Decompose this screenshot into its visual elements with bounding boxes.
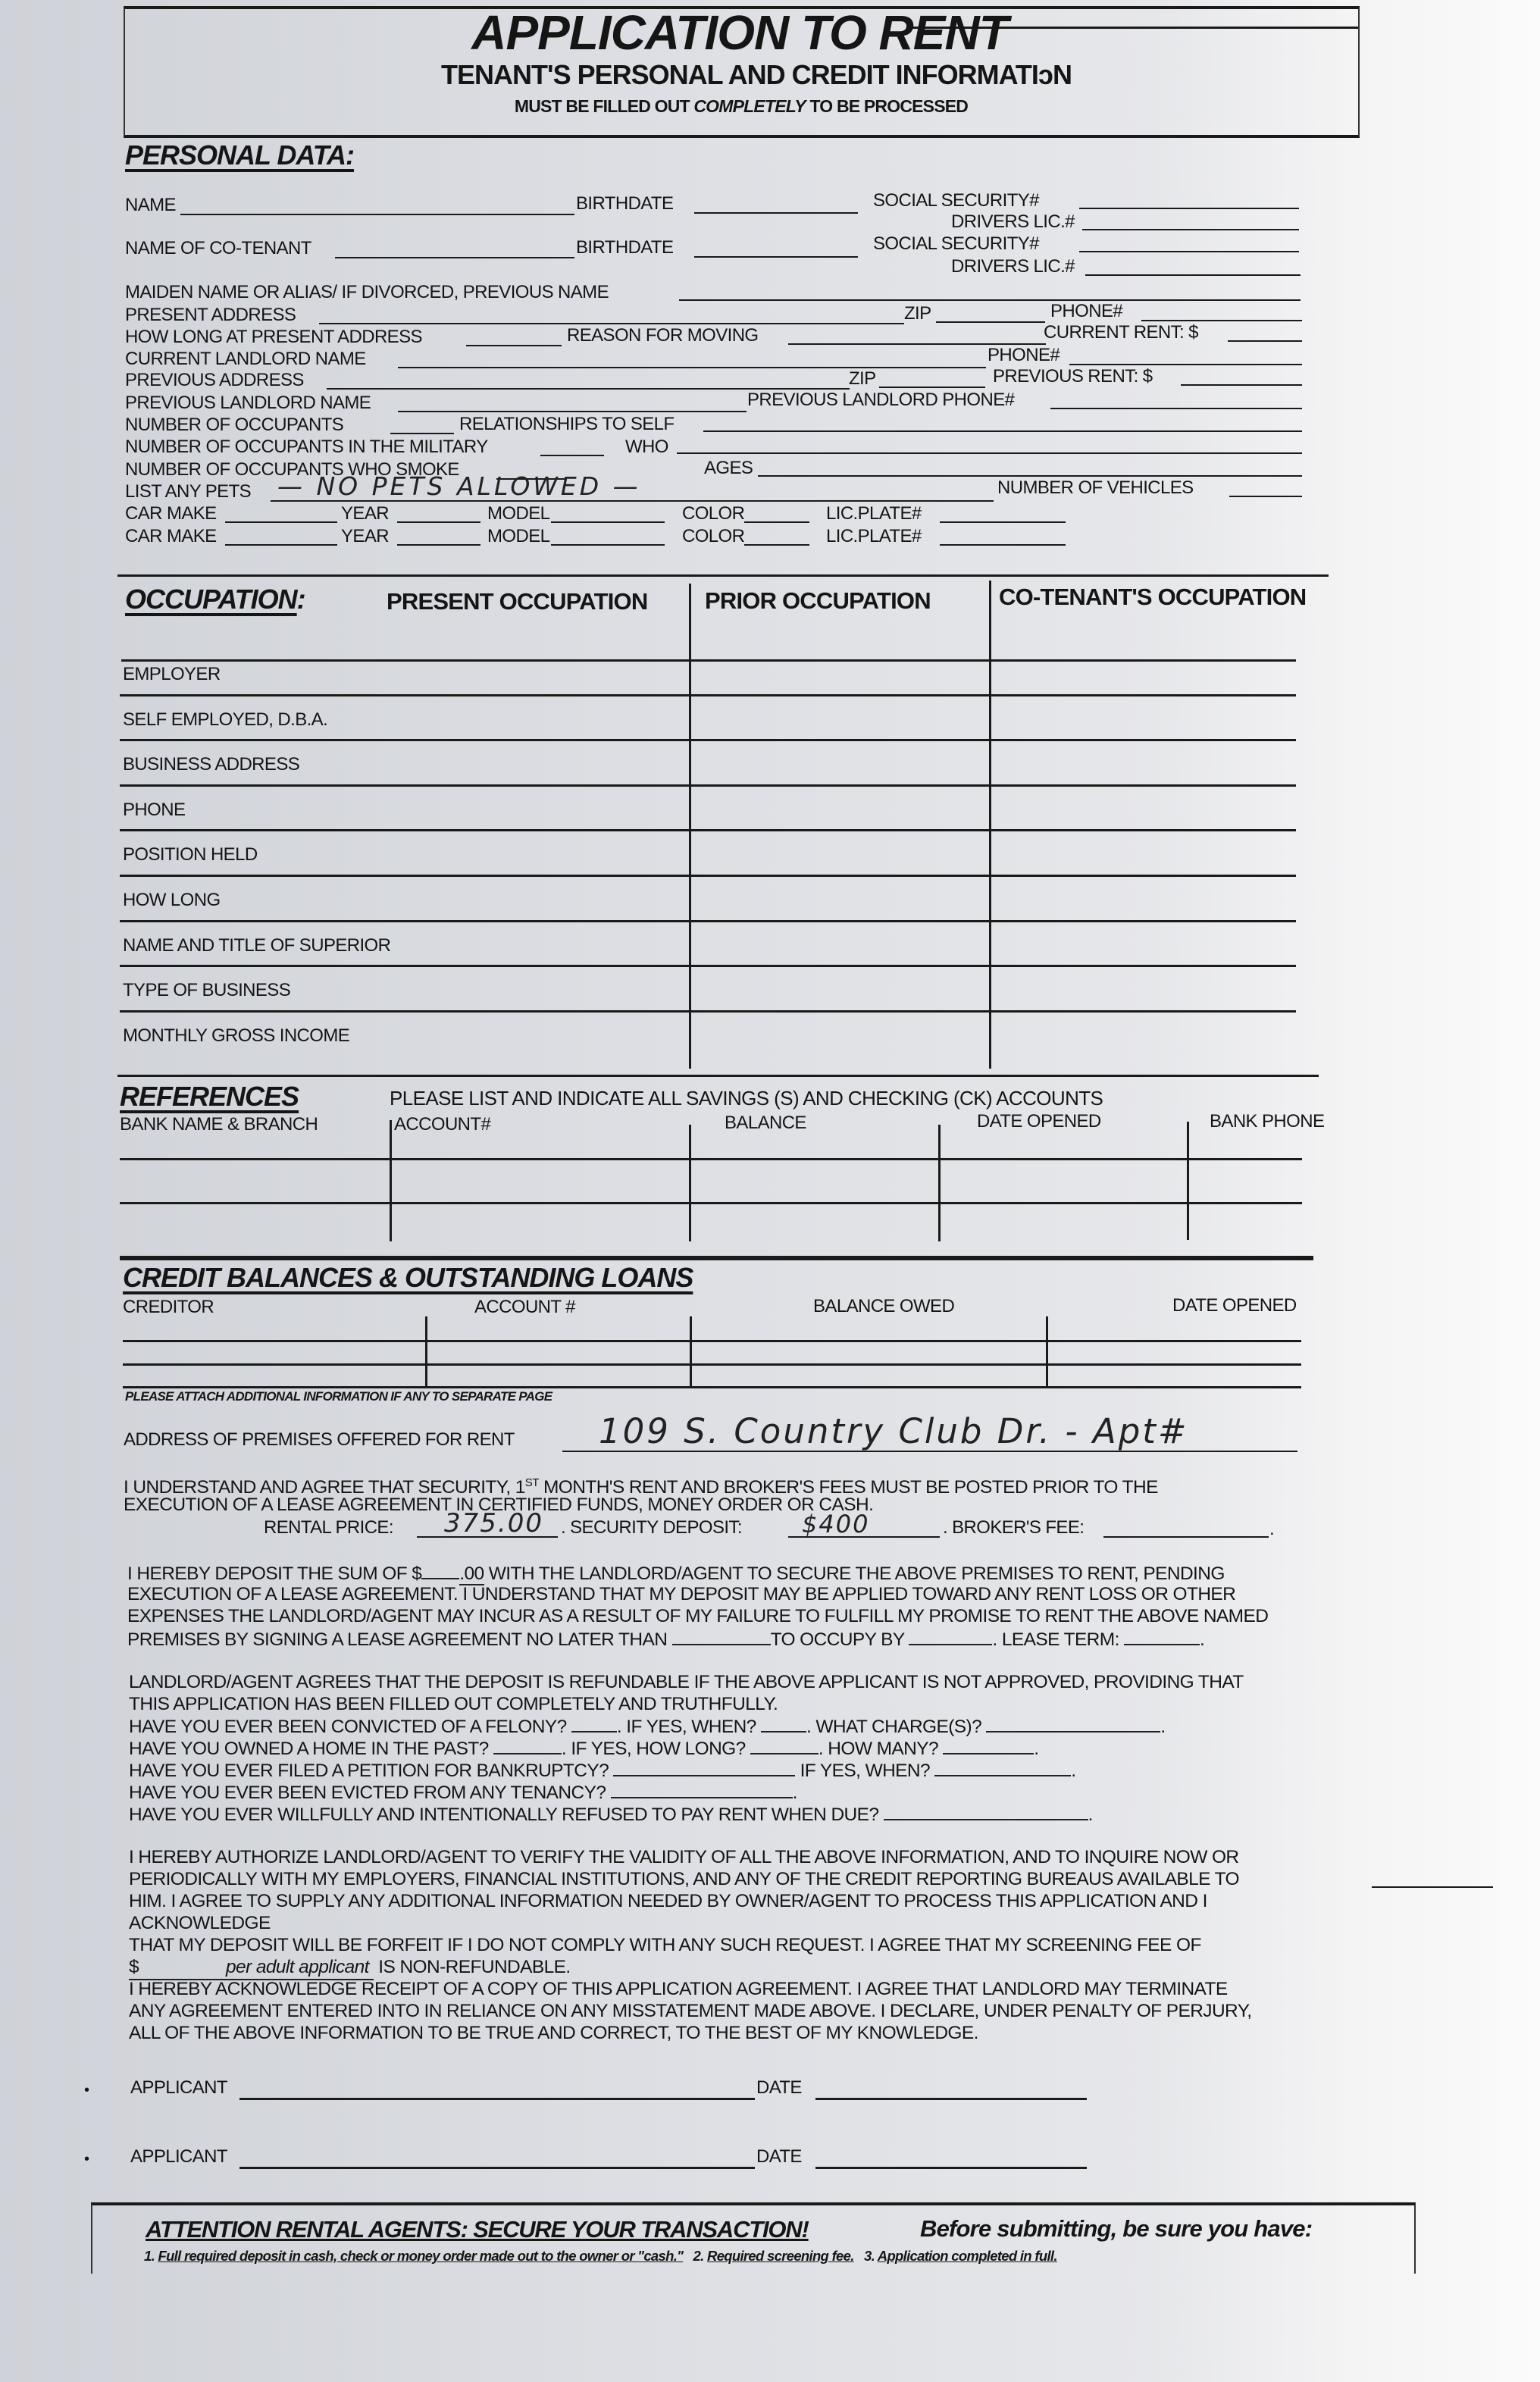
current-landlord-label: CURRENT LANDLORD NAME [125, 349, 366, 369]
refused-question [129, 1802, 1093, 1826]
security-deposit-label: . SECURITY DEPOSIT: [561, 1517, 742, 1538]
refused-period: . [1088, 1804, 1093, 1825]
screening-fee-dollar: $ [129, 1957, 139, 1977]
agree-line-1-post: MONTH'S RENT AND BROKER'S FEES MUST BE POSTED PRIOR TO THE [538, 1477, 1158, 1498]
evicted-question [129, 1780, 797, 1804]
drivers-lic-field[interactable] [1082, 229, 1299, 230]
form-subtitle: TENANT'S PERSONAL AND CREDIT INFORMATIↄN [441, 59, 1072, 90]
reason-label: REASON FOR MOVING [567, 325, 759, 346]
references-divider-2 [689, 1125, 691, 1241]
previous-landlord-field[interactable] [398, 411, 747, 412]
deposit-line-4 [127, 1627, 1204, 1651]
birthdate-label: BIRTHDATE [576, 193, 674, 214]
previous-rent-field[interactable] [1181, 384, 1302, 386]
home-long-label: . IF YES, HOW LONG? [561, 1739, 746, 1759]
occupation-col-cotenant: CO-TENANT'S OCCUPATION [999, 584, 1307, 610]
felony-field[interactable] [571, 1714, 617, 1733]
form-title: APPLICATION TO RENT [471, 5, 1008, 60]
previous-landlord-phone-field[interactable] [1050, 408, 1302, 409]
occupation-top-rule [117, 574, 1329, 577]
ages-field[interactable] [758, 475, 1302, 477]
attention-item-1-num: 1. [144, 2248, 155, 2264]
occupation-heading [125, 584, 305, 615]
attention-tagline: Before submitting, be sure you have: [920, 2215, 1313, 2242]
occupation-divider-1 [689, 584, 691, 1069]
car2-year-label: YEAR [341, 526, 389, 546]
credit-col-date: DATE OPENED [1172, 1295, 1297, 1316]
co-ssn-field[interactable] [1079, 251, 1299, 252]
attention-headline: ATTENTION RENTAL AGENTS: SECURE YOUR TRANSACTION! [146, 2216, 809, 2243]
attention-item-2-num: 2. [693, 2248, 704, 2264]
landlord-phone-field[interactable] [1069, 364, 1302, 365]
credit-row-line-2[interactable] [123, 1363, 1301, 1366]
deposit-line-4-pre: PREMISES BY SIGNING A LEASE AGREEMENT NO LATER THAN [127, 1629, 668, 1650]
num-occupants-label: NUMBER OF OCCUPANTS [125, 415, 344, 435]
occupation-row-line[interactable] [120, 920, 1296, 922]
name-label: NAME [125, 195, 176, 215]
authorize-line-7: I HEREBY ACKNOWLEDGE RECEIPT OF A COPY OF THIS APPLICATION AGREEMENT. I AGREE THAT LANDLORD MAY TERMINATE [129, 1979, 1228, 1999]
car1-model-field[interactable] [551, 521, 665, 523]
car2-year-field[interactable] [397, 544, 480, 546]
credit-divider-3 [1046, 1316, 1048, 1386]
bankruptcy-when-label: IF YES, WHEN? [800, 1761, 931, 1781]
car1-color-label: COLOR [682, 503, 745, 524]
notice-pre: MUST BE FILLED OUT [514, 96, 690, 116]
screening-fee-post: IS NON-REFUNDABLE. [378, 1957, 571, 1977]
premises-value[interactable]: 109 S. Country Club Dr. - Apt# [599, 1411, 1189, 1451]
car1-plate-label: LIC.PLATE# [826, 503, 922, 524]
credit-top-rule [120, 1256, 1313, 1260]
vehicles-label: NUMBER OF VEHICLES [997, 477, 1194, 498]
pets-label: LIST ANY PETS [125, 481, 252, 502]
occupation-row-label: NAME AND TITLE OF SUPERIOR [123, 935, 391, 956]
premises-label: ADDRESS OF PREMISES OFFERED FOR RENT [124, 1429, 515, 1450]
co-birthdate-field[interactable] [694, 256, 858, 258]
broker-fee-label-text: BROKER'S FEE: [952, 1517, 1085, 1538]
deposit-line-4-post: . LEASE TERM: [992, 1629, 1119, 1650]
car1-year-label: YEAR [341, 503, 389, 524]
car2-make-field[interactable] [225, 544, 337, 546]
refused-label: HAVE YOU EVER WILLFULLY AND INTENTIONALLY REFUSED TO PAY RENT WHEN DUE? [129, 1804, 879, 1825]
military-label: NUMBER OF OCCUPANTS IN THE MILITARY [125, 437, 488, 457]
occupation-divider-2 [989, 581, 991, 1069]
references-row-line-1[interactable] [120, 1158, 1302, 1160]
broker-fee-period: . [1269, 1519, 1275, 1539]
deposit-line-4-mid: TO OCCUPY BY [770, 1629, 905, 1650]
pets-value[interactable]: — NO PETS ALLOWED — [277, 471, 641, 501]
broker-fee-label: . BROKER'S FEE: [943, 1517, 1085, 1538]
evicted-period: . [792, 1783, 797, 1803]
agree-line-2: EXECUTION OF A LEASE AGREEMENT IN CERTIFIED FUNDS, MONEY ORDER OR CASH. [124, 1495, 874, 1515]
refused-field[interactable] [884, 1802, 1088, 1820]
present-address-field[interactable] [319, 323, 904, 324]
previous-address-label: PREVIOUS ADDRESS [125, 370, 304, 390]
authorize-line-9: ALL OF THE ABOVE INFORMATION TO BE TRUE AND CORRECT, TO THE BEST OF MY KNOWLEDGE. [129, 2023, 978, 2043]
occupation-col-present: PRESENT OCCUPATION [387, 588, 648, 615]
car1-make-field[interactable] [225, 521, 337, 523]
refund-line-2: THIS APPLICATION HAS BEEN FILLED OUT COMPLETELY AND TRUTHFULLY. [129, 1694, 778, 1714]
co-tenant-field[interactable] [335, 257, 574, 258]
authorize-line-4: ACKNOWLEDGE [129, 1913, 271, 1933]
who-field[interactable] [677, 452, 1302, 454]
previous-landlord-label: PREVIOUS LANDLORD NAME [125, 393, 371, 413]
felony-period: . [1160, 1717, 1166, 1737]
military-field[interactable] [540, 455, 604, 456]
occupation-row-line[interactable] [120, 784, 1296, 787]
occupation-row-label: BUSINESS ADDRESS [123, 754, 300, 775]
home-question [129, 1736, 1038, 1761]
attention-item-2: Required screening fee. [707, 2248, 854, 2264]
co-tenant-label: NAME OF CO-TENANT [125, 238, 311, 258]
birthdate-field[interactable] [694, 212, 858, 214]
applicant-1-date-field[interactable] [815, 2098, 1087, 2100]
deposit-cents: .00 [459, 1563, 484, 1584]
occupation-heading-text: OCCUPATION [125, 584, 297, 615]
references-row-line-2[interactable] [120, 1202, 1302, 1204]
felony-question [129, 1714, 1166, 1739]
notice-emphasis: COMPLETELY [693, 96, 806, 116]
lease-term-period: . [1200, 1629, 1205, 1650]
car2-plate-field[interactable] [940, 544, 1066, 546]
home-period: . [1034, 1739, 1039, 1759]
references-col-date: DATE OPENED [977, 1111, 1101, 1132]
how-long-field[interactable] [466, 345, 562, 346]
refund-line-1: LANDLORD/AGENT AGREES THAT THE DEPOSIT IS REFUNDABLE IF THE ABOVE APPLICANT IS NOT APPROVED, PROVIDING THAT [129, 1672, 1244, 1692]
previous-zip-field[interactable] [879, 387, 985, 388]
occupation-row-label: MONTHLY GROSS INCOME [123, 1025, 350, 1046]
bankruptcy-when-field[interactable] [934, 1758, 1071, 1776]
how-long-label: HOW LONG AT PRESENT ADDRESS [125, 327, 422, 347]
credit-row-line-1[interactable] [123, 1340, 1301, 1342]
applicant-1-label: APPLICANT [130, 2077, 227, 2098]
car2-color-label: COLOR [682, 526, 745, 546]
attention-item-3-num: 3. [864, 2248, 875, 2264]
maiden-name-field[interactable] [679, 299, 1301, 301]
deposit-line-1 [127, 1561, 1225, 1585]
occupation-row-label: TYPE OF BUSINESS [123, 980, 291, 1000]
deposit-line-2: EXECUTION OF A LEASE AGREEMENT. I UNDERSTAND THAT MY DEPOSIT MAY BE APPLIED TOWARD ANY RENT LOSS OR OTHER [127, 1584, 1236, 1604]
references-instruction: PLEASE LIST AND INDICATE ALL SAVINGS (S) AND CHECKING (CK) ACCOUNTS [390, 1087, 1103, 1110]
screening-fee-line [129, 1956, 571, 1980]
current-rent-label: CURRENT RENT: $ [1044, 322, 1198, 343]
smoke-label: NUMBER OF OCCUPANTS WHO SMOKE [125, 459, 459, 480]
felony-charge-field[interactable] [986, 1714, 1160, 1733]
screening-fee-unit: per adult applicant [226, 1957, 369, 1977]
references-divider-1 [390, 1120, 392, 1241]
bankruptcy-question [129, 1758, 1075, 1783]
present-zip-field[interactable] [936, 321, 1045, 323]
references-col-balance: BALANCE [725, 1113, 806, 1133]
applicant-2-label: APPLICANT [130, 2146, 227, 2167]
occupy-by-field[interactable] [909, 1627, 992, 1645]
who-label: WHO [625, 437, 668, 457]
felony-label: HAVE YOU EVER BEEN CONVICTED OF A FELONY? [129, 1717, 567, 1737]
car2-plate-label: LIC.PLATE# [826, 526, 922, 546]
applicant-2-bullet: • [84, 2151, 89, 2168]
occupation-row-line[interactable] [120, 694, 1296, 696]
attention-item-1: Full required deposit in cash, check or money order made out to the owner or "cash." [158, 2248, 684, 2264]
felony-when-field[interactable] [761, 1714, 806, 1733]
car1-year-field[interactable] [397, 521, 480, 523]
authorize-line-5: THAT MY DEPOSIT WILL BE FORFEIT IF I DO NOT COMPLY WITH ANY SUCH REQUEST. I AGREE THAT MY SCREENING FEE OF [129, 1935, 1201, 1955]
maiden-name-label: MAIDEN NAME OR ALIAS/ IF DIVORCED, PREVIOUS NAME [125, 282, 609, 302]
car1-plate-field[interactable] [940, 521, 1066, 523]
home-long-field[interactable] [750, 1736, 819, 1754]
occupation-row-label: SELF EMPLOYED, D.B.A. [123, 709, 328, 730]
credit-divider-2 [690, 1316, 692, 1386]
co-birthdate-label: BIRTHDATE [576, 237, 674, 258]
occupation-row-label: HOW LONG [123, 890, 221, 910]
applicant-2-date-field[interactable] [815, 2167, 1087, 2169]
num-occupants-field[interactable] [390, 433, 454, 434]
lease-term-field[interactable] [1124, 1627, 1200, 1645]
car2-color-field[interactable] [744, 544, 809, 546]
authorize-line-2: PERIODICALLY WITH MY EMPLOYERS, FINANCIAL INSTITUTIONS, AND ANY OF THE CREDIT REPORTING BUREAUS AVAILABLE TO [129, 1869, 1239, 1889]
ssn-label: SOCIAL SECURITY# [873, 190, 1039, 211]
security-deposit-value[interactable]: $400 [802, 1510, 870, 1538]
references-divider-4 [1187, 1122, 1189, 1240]
occupation-row-label: POSITION HELD [123, 844, 258, 865]
felony-when-label: . IF YES, WHEN? [616, 1717, 756, 1737]
name-field[interactable] [180, 214, 574, 215]
no-later-than-field[interactable] [672, 1627, 771, 1645]
occupation-header-rule [121, 659, 1296, 662]
vehicles-field[interactable] [1229, 496, 1302, 497]
credit-col-account: ACCOUNT # [474, 1297, 575, 1317]
applicant-1-signature-field[interactable] [239, 2098, 755, 2100]
references-divider-3 [938, 1125, 941, 1241]
authorize-line-1: I HEREBY AUTHORIZE LANDLORD/AGENT TO VERIFY THE VALIDITY OF ALL THE ABOVE INFORMATION, AND TO INQUIRE NOW OR [129, 1847, 1239, 1867]
car1-color-field[interactable] [744, 521, 809, 523]
felony-charge-label: . WHAT CHARGE(S)? [806, 1717, 982, 1737]
ssn-field[interactable] [1079, 208, 1299, 209]
previous-zip-label: ZIP [849, 368, 876, 389]
drivers-lic-label: DRIVERS LIC.# [951, 211, 1075, 232]
credit-note: PLEASE ATTACH ADDITIONAL INFORMATION IF ANY TO SEPARATE PAGE [125, 1389, 552, 1404]
security-deposit-label-text: SECURITY DEPOSIT: [570, 1517, 742, 1538]
broker-fee-field[interactable] [1103, 1536, 1269, 1538]
authorize-line-8: ANY AGREEMENT ENTERED INTO IN RELIANCE ON ANY MISSTATEMENT MADE ABOVE. I DECLARE, UNDER PENALTY OF PERJURY, [129, 2001, 1252, 2021]
rental-price-value[interactable]: 375.00 [444, 1508, 543, 1538]
notice-post: TO BE PROCESSED [809, 96, 969, 116]
ages-label: AGES [704, 458, 753, 478]
credit-divider-1 [425, 1316, 427, 1386]
applicant-1-bullet: • [84, 2082, 89, 2099]
bankruptcy-field[interactable] [613, 1758, 795, 1776]
co-drivers-lic-label: DRIVERS LIC.# [951, 256, 1075, 277]
references-col-phone: BANK PHONE [1210, 1111, 1325, 1132]
car1-make-label: CAR MAKE [125, 503, 217, 524]
attention-item-3: Application completed in full. [877, 2248, 1057, 2264]
deposit-amount-field[interactable] [421, 1561, 459, 1579]
home-many-field[interactable] [943, 1736, 1034, 1754]
present-phone-field[interactable] [1141, 320, 1302, 321]
previous-rent-label: PREVIOUS RENT: $ [993, 366, 1153, 387]
home-many-label: . HOW MANY? [818, 1739, 938, 1759]
occupation-heading-colon: : [296, 584, 305, 615]
references-col-account: ACCOUNT# [394, 1114, 491, 1135]
references-top-rule [117, 1075, 1319, 1077]
occupation-row-line[interactable] [120, 1010, 1296, 1013]
applicant-1-date-label: DATE [756, 2077, 802, 2098]
co-ssn-label: SOCIAL SECURITY# [873, 233, 1039, 254]
current-landlord-field[interactable] [398, 367, 986, 368]
bankruptcy-label: HAVE YOU EVER FILED A PETITION FOR BANKRUPTCY? [129, 1761, 609, 1781]
previous-landlord-phone-label: PREVIOUS LANDLORD PHONE# [747, 390, 1015, 410]
deposit-line-1-pre: I HEREBY DEPOSIT THE SUM OF $ [127, 1563, 422, 1584]
landlord-phone-label: PHONE# [988, 345, 1060, 365]
co-drivers-lic-field[interactable] [1085, 274, 1301, 276]
agree-line-1-pre: I UNDERSTAND AND AGREE THAT SECURITY, 1 [124, 1477, 525, 1498]
credit-col-balance: BALANCE OWED [813, 1296, 955, 1316]
occupation-row-label: EMPLOYER [123, 664, 221, 684]
deposit-line-3: EXPENSES THE LANDLORD/AGENT MAY INCUR AS A RESULT OF MY FAILURE TO FULFILL MY PROMISE TO RENT THE ABOVE NAMED [127, 1606, 1269, 1626]
occupation-row-line[interactable] [120, 829, 1296, 831]
references-heading: REFERENCES [120, 1081, 299, 1112]
occupation-col-prior: PRIOR OCCUPATION [705, 587, 931, 614]
authorize-line-3: HIM. I AGREE TO SUPPLY ANY ADDITIONAL INFORMATION NEEDED BY OWNER/AGENT TO PROCESS THIS APPLICATION AND I [129, 1891, 1207, 1911]
agree-superscript: ST [524, 1476, 539, 1489]
applicant-2-date-label: DATE [756, 2146, 802, 2167]
references-col-bank: BANK NAME & BRANCH [120, 1114, 318, 1135]
evicted-field[interactable] [611, 1780, 793, 1798]
evicted-label: HAVE YOU EVER BEEN EVICTED FROM ANY TENANCY? [129, 1783, 606, 1803]
deposit-line-1-post: WITH THE LANDLORD/AGENT TO SECURE THE ABOVE PREMISES TO RENT, PENDING [484, 1563, 1225, 1584]
occupation-row-line[interactable] [120, 739, 1296, 741]
credit-heading: CREDIT BALANCES & OUTSTANDING LOANS [123, 1262, 693, 1293]
occupation-row-line[interactable] [120, 875, 1296, 877]
car2-make-label: CAR MAKE [125, 526, 217, 546]
bankruptcy-period: . [1071, 1761, 1076, 1781]
personal-data-heading: PERSONAL DATA: [125, 139, 355, 171]
home-field[interactable] [493, 1736, 562, 1754]
current-rent-field[interactable] [1228, 340, 1302, 342]
screening-fee-field[interactable] [129, 1956, 374, 1980]
car2-model-field[interactable] [551, 544, 665, 546]
occupation-row-line[interactable] [120, 965, 1296, 967]
present-phone-label: PHONE# [1050, 301, 1123, 321]
credit-row-line-3[interactable] [123, 1386, 1301, 1388]
car1-model-label: MODEL [487, 503, 550, 524]
rental-price-label: RENTAL PRICE: [264, 1517, 393, 1538]
relationships-field[interactable] [703, 430, 1302, 432]
occupation-row-label: PHONE [123, 800, 186, 820]
home-label: HAVE YOU OWNED A HOME IN THE PAST? [129, 1739, 489, 1759]
form-notice [0, 96, 1511, 117]
applicant-2-signature-field[interactable] [239, 2167, 755, 2169]
authorize-trailing-field[interactable] [1372, 1886, 1493, 1888]
present-zip-label: ZIP [904, 303, 931, 324]
attention-items [144, 2248, 1057, 2265]
relationships-label: RELATIONSHIPS TO SELF [459, 414, 675, 434]
credit-col-creditor: CREDITOR [123, 1297, 214, 1317]
present-address-label: PRESENT ADDRESS [125, 305, 296, 325]
car2-model-label: MODEL [487, 526, 550, 546]
